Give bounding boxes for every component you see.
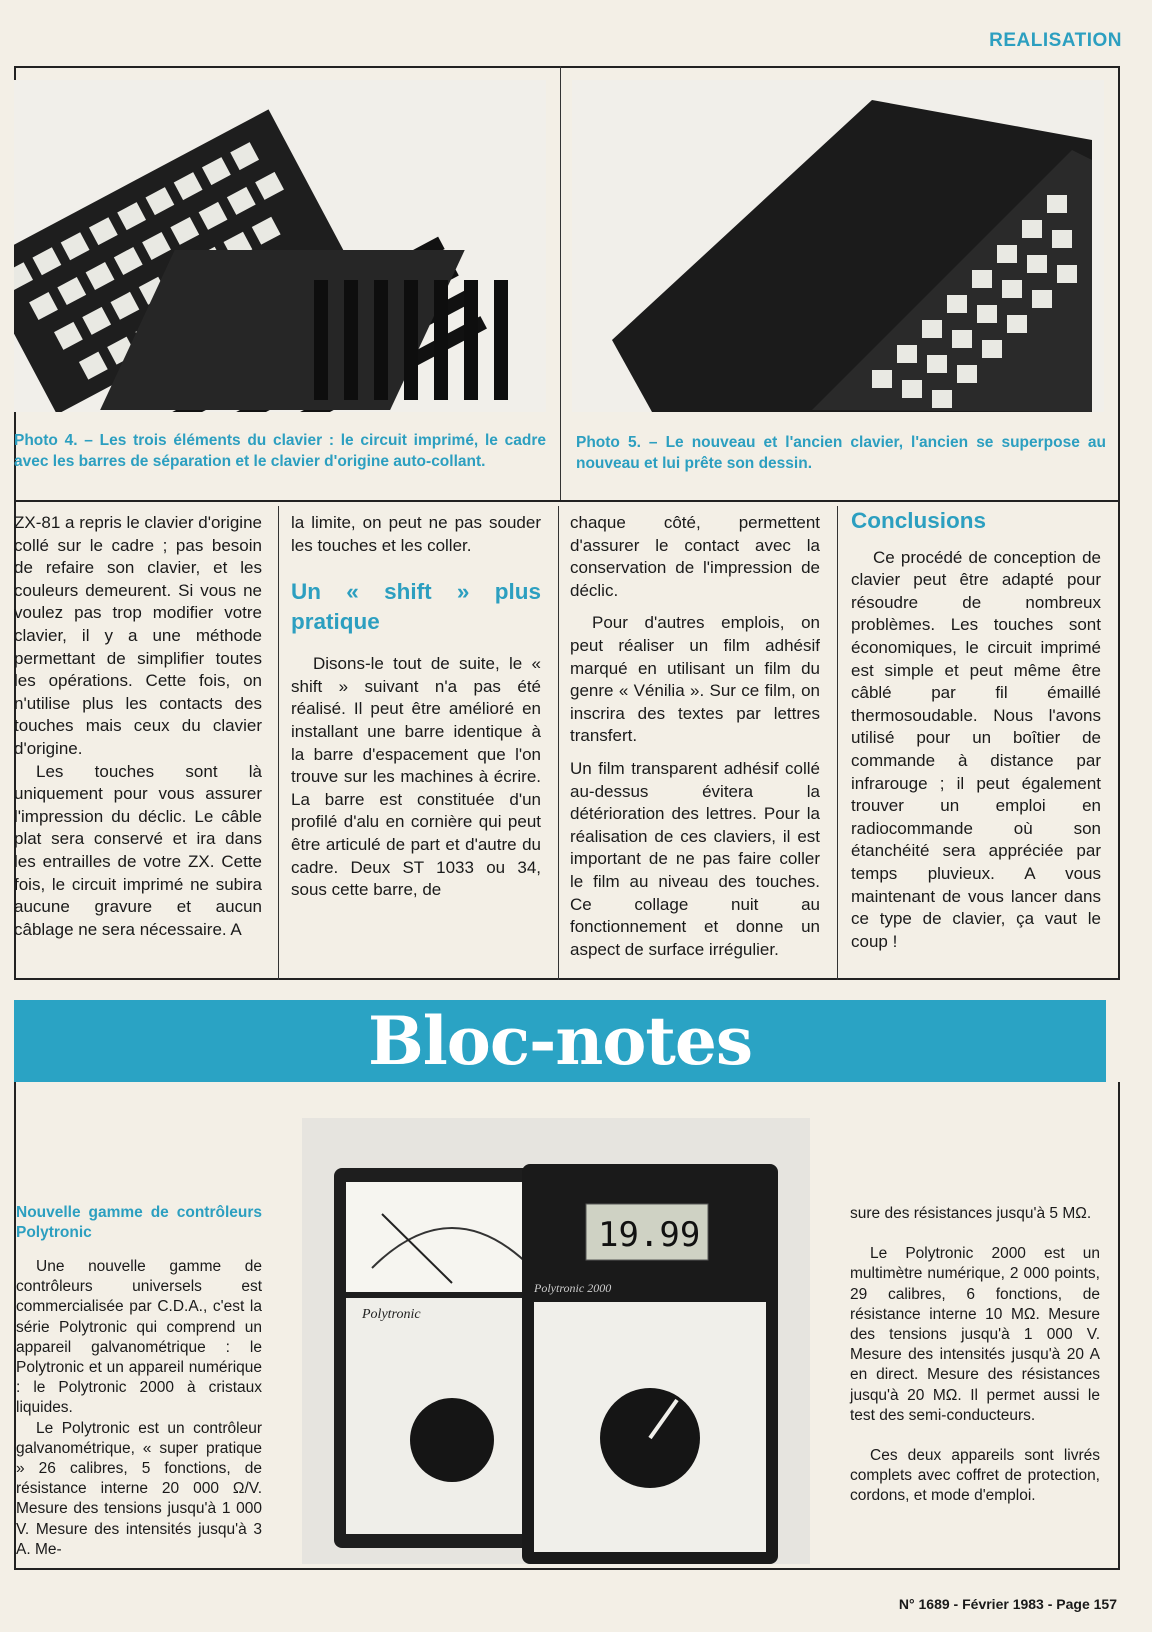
meter-2-brand: Polytronic 2000	[534, 1281, 612, 1295]
bloc-notes-heading: Nouvelle gamme de contrôleurs Polytronic	[16, 1204, 262, 1241]
multimeters-photo	[302, 1118, 810, 1564]
bloc-notes-right-column	[850, 1204, 1100, 1507]
meter-2-display: 19.99	[598, 1215, 701, 1255]
article-column-4	[851, 510, 1101, 953]
paragraph: Le Polytronic 2000 est un multimètre numérique, 2 000 points, 29 calibres, 6 fonctions, de résistance interne 10 MΩ. Mesure des tensions jusqu'à 1 000 V. Mesure des intensités jusqu'à 20 A en direct. Mesure des résistances jusqu'à 20 MΩ. Il permet aussi le test des semi-conducteurs.	[850, 1245, 1100, 1424]
caption-divider	[14, 500, 1118, 502]
photo-divider	[560, 66, 561, 500]
bloc-notes-left-column	[16, 1203, 262, 1560]
column-rule	[837, 506, 838, 980]
paragraph: sure des résistances jusqu'à 5 MΩ.	[850, 1205, 1092, 1222]
column-rule	[278, 506, 279, 980]
paragraph: Le Polytronic est un contrôleur galvanométrique, « super pratique » 26 calibres, 5 fonctions, de résistance interne 20 000 Ω/V. Mesure des tensions jusqu'à 1 000 V. Mesure des intensités jusqu'à 3 A. Me-	[16, 1419, 262, 1558]
paragraph: chaque côté, permettent d'assurer le contact avec la conservation de l'impression de déclic.	[570, 513, 820, 600]
paragraph: Une nouvelle gamme de contrôleurs universels est commercialisée par C.D.A., c'est la série Polytronic qui comprend un appareil galvanométrique : le Polytronic et un appareil numérique : le Polytronic 2000 à cristaux liquides.	[16, 1258, 262, 1417]
paragraph: Ces deux appareils sont livrés complets avec coffret de protection, cordons, et mode d'emploi.	[850, 1447, 1100, 1505]
paragraph: ZX-81 a repris le clavier d'origine collé sur le cadre ; pas besoin de refaire son clavier, et les couleurs demeurent. Si vous ne voulez pas trop modifier votre clavier, il y a une méthode permettant de simplifier toutes les opérations. Cette fois, on n'utilise plus les contacts des touches mais ceux du clavier d'origine.	[14, 513, 262, 758]
photo-4-keyboard-parts	[14, 80, 546, 412]
paragraph: Disons-le tout de suite, le « shift » suivant n'a pas été réalisé. Il peut être amélioré en installant une barre identique à la barre d'espacement que l'on trouve sur les machines à écrire. La barre est constituée d'un profilé d'alu en cornière qui peut être articulé de part et d'autre du cadre. Deux ST 1033 ou 34, sous cette barre, de	[291, 654, 541, 900]
paragraph: la limite, on peut ne pas souder les touches et les coller.	[291, 513, 541, 555]
photo-5-caption: Photo 5. – Le nouveau et l'ancien clavier, l'ancien se superpose au nouveau et lui prête son dessin.	[576, 434, 1106, 472]
paragraph: Un film transparent adhésif collé au-dessus évitera la détérioration des lettres. Pour la réalisation de ces claviers, il est important de ne pas faire coller le film au niveau des touches. Ce collage nuit au fonctionnement et donne un aspect de surface irrégulier.	[570, 758, 820, 959]
meter-1-brand: Polytronic	[362, 1307, 421, 1322]
section-heading-conclusions: Conclusions	[851, 508, 987, 533]
bloc-notes-title: Bloc-notes	[367, 1002, 753, 1080]
paragraph: Ce procédé de conception de clavier peut être adapté pour résoudre de nombreux problèmes. Les touches sont économiques, le circuit imprimé est simple et peut même être câblé par fil émaillé thermosoudable. Nous l'avons utilisé pour un boîtier de commande à distance par infrarouge ; il peut également trouver un emploi en radiocommande où son étanchéité sera appréciée par temps pluvieux. A vous maintenant de vous lancer dans ce type de clavier, ça vaut le coup !	[851, 547, 1101, 951]
article-column-2	[291, 512, 541, 902]
section-label: REALISATION	[989, 30, 1122, 51]
photo-4-caption: Photo 4. – Les trois éléments du clavier : le circuit imprimé, le cadre avec les barres de séparation et le clavier d'origine auto-collant.	[14, 432, 546, 470]
column-rule	[558, 506, 559, 980]
bloc-notes-banner	[14, 1000, 1106, 1082]
page-footer: N° 1689 - Février 1983 - Page 157	[898, 1596, 1117, 1612]
article-column-3	[570, 512, 820, 961]
paragraph: Pour d'autres emplois, on peut réaliser un film adhésif marqué en utilisant un film du genre « Vénilia ». Sur ce film, on inscrira des textes par lettres transfert.	[570, 613, 820, 746]
article-column-1	[14, 512, 262, 941]
section-heading-shift: Un « shift » plus pratique	[291, 579, 541, 635]
photo-5-keyboard-overlay	[572, 80, 1104, 412]
paragraph: Les touches sont là uniquement pour vous assurer l'impression du déclic. Le câble plat sera conservé et ira dans les entrailles de votre ZX. Cette fois, le circuit imprimé ne subira aucune gravure et aucun câblage ne sera nécessaire. A	[14, 761, 262, 939]
